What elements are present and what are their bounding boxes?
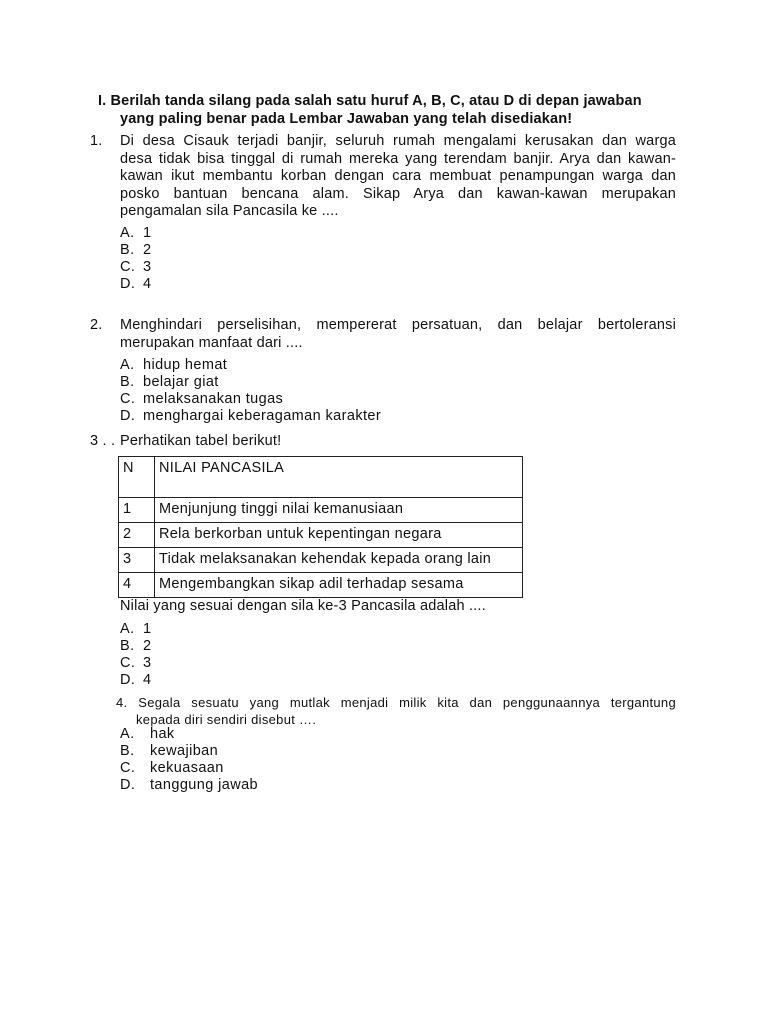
pancasila-values-table [118,456,523,598]
option-b [120,743,258,760]
option-letter: D. [120,671,136,688]
option-d [120,672,151,689]
question-3 [90,433,676,451]
option-d [120,408,381,425]
question-text [120,433,676,451]
question-text: Segala sesuatu yang mutlak menjadi milik kita dan penggunaannya tergantung [138,695,676,710]
question-line: desa tidak bisa tinggal di rumah mereka yang terendam banjir. Arya dan kawan- [120,150,676,167]
option-letter: C. [120,654,136,671]
table-cell: Mengembangkan sikap adil terhadap sesama [155,573,523,598]
question-line: kepada diri sendiri disebut …. [136,711,317,727]
option-letter: C. [120,390,136,407]
question-1 [90,133,676,221]
table-header-cell: N [119,457,155,498]
table-cell: 4 [119,573,155,598]
instruction-heading [98,93,678,128]
option-letter: D. [120,777,136,793]
option-text: 1 [143,225,152,241]
option-a [120,225,151,242]
question-line: Di desa Cisauk terjadi banjir, seluruh rumah mengalami kerusakan dan warga [120,133,676,149]
option-text: 1 [143,621,152,637]
table-header-row [119,457,523,498]
option-letter: B. [120,637,135,654]
option-letter: B. [120,743,135,759]
instruction-line-2: yang paling benar pada Lembar Jawaban yang telah disediakan! [120,110,573,127]
question-number: 4. [116,695,128,710]
table-row [119,573,523,598]
question-3-options [120,621,151,689]
option-text: 4 [143,275,152,292]
option-c [120,391,381,408]
table-row [119,498,523,523]
question-1-options [120,225,151,293]
option-a [120,621,151,638]
option-text: belajar giat [143,373,219,390]
option-letter: B. [120,373,135,390]
question-line: kawan ikut membantu korban dengan cara membuat penampungan warga dan [120,168,676,184]
question-3-prompt: Nilai yang sesuai dengan sila ke-3 Pancasila adalah .... [120,598,486,614]
question-line: pengamalan sila Pancasila ke .... [120,203,339,219]
option-d [120,777,258,794]
option-c [120,760,258,777]
option-text: kekuasaan [150,760,224,776]
table-cell: 3 [119,548,155,573]
question-line: merupakan manfaat dari .... [120,334,303,351]
option-a [120,357,381,374]
question-line: Perhatikan tabel berikut! [120,433,282,449]
option-text: kewajiban [150,743,219,759]
question-2 [90,317,676,352]
option-text: 2 [143,241,152,258]
option-d [120,276,151,293]
option-text: tanggung jawab [150,777,258,793]
option-text: menghargai keberagaman karakter [143,407,382,424]
question-2-options [120,357,381,425]
option-text: melaksanakan tugas [143,390,284,407]
option-text: hak [150,726,175,742]
question-line [116,695,676,712]
option-letter: C. [120,760,136,776]
table-cell: Tidak melaksanakan kehendak kepada orang lain [155,548,523,573]
option-letter: B. [120,241,135,258]
table-cell: 1 [119,498,155,523]
option-a [120,726,258,743]
option-c [120,259,151,276]
table-cell: Rela berkorban untuk kepentingan negara [155,523,523,548]
table-row [119,548,523,573]
table-row [119,523,523,548]
option-text: hidup hemat [143,357,228,373]
question-line: Menghindari perselisihan, mempererat persatuan, dan belajar bertoleransi [120,317,676,333]
option-letter: A. [120,726,135,742]
question-text [120,133,676,221]
option-letter: A. [120,357,135,373]
option-letter: A. [120,621,135,637]
option-text: 3 [143,258,152,275]
table-cell: Menjunjung tinggi nilai kemanusiaan [155,498,523,523]
question-4 [116,695,676,728]
option-b [120,242,151,259]
instruction-line-1: I. Berilah tanda silang pada salah satu huruf A, B, C, atau D di depan jawaban [98,93,642,109]
option-letter: C. [120,258,136,275]
option-b [120,638,151,655]
option-text: 3 [143,654,152,671]
option-letter: D. [120,275,136,292]
table-cell: 2 [119,523,155,548]
option-b [120,374,381,391]
question-4-options [120,726,258,794]
question-text [120,317,676,352]
option-letter: D. [120,407,136,424]
option-letter: A. [120,225,135,241]
question-number: 3 . . [90,433,116,449]
option-c [120,655,151,672]
question-line: posko bantuan bencana alam. Sikap Arya dan kawan-kawan merupakan [120,185,676,202]
option-text: 4 [143,671,152,688]
option-text: 2 [143,637,152,654]
question-number: 1. [90,133,103,149]
table-header-cell: NILAI PANCASILA [155,457,523,498]
question-number: 2. [90,317,103,333]
